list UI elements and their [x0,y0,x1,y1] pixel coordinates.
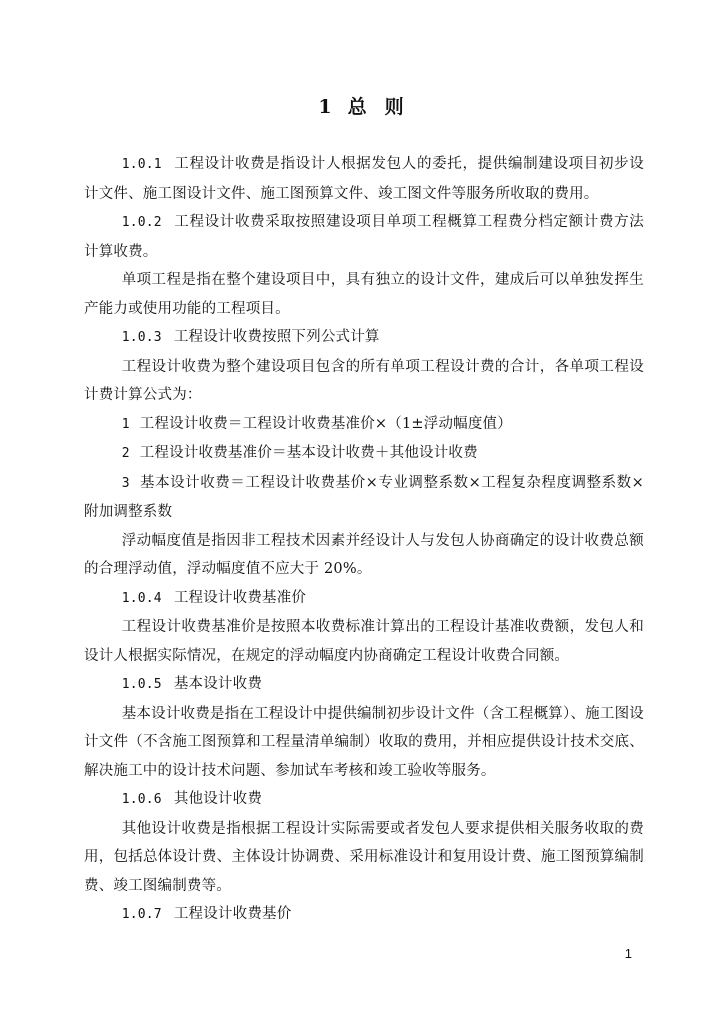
paragraph-text: 工程设计收费采取按照建设项目单项工程概算工程费分档定额计费方法计算收费。 [84,214,644,260]
formula-line [84,439,644,469]
paragraph-text: 单项工程是指在整个建设项目中，具有独立的设计文件，建成后可以单独发挥生产能力或使用功能的工程项目。 [84,272,644,317]
clause-paragraph [84,670,644,700]
paragraph-text: 工程设计收费基准价＝基本设计收费＋其他设计收费 [139,445,478,461]
paragraph-text: 其他设计收费 [173,791,263,807]
body-paragraph [84,527,644,584]
formula-line [84,410,644,440]
clause-number: 1.0.5 [121,677,162,692]
title-number: 1 [318,96,334,118]
body-paragraph [84,613,644,670]
paragraph-text: 浮动幅度值是指因非工程技术因素并经设计人与发包人协商确定的设计收费总额的合理浮动值，浮动幅度值不应大于 20%。 [84,532,644,577]
title-char-1: 总 [347,96,369,118]
clause-paragraph [84,150,644,208]
paragraph-text: 基本设计收费＝工程设计收费基价×专业调整系数×工程复杂程度调整系数×附加调整系数 [84,474,644,520]
body-paragraph [84,266,644,323]
formula-line [84,469,644,527]
clause-paragraph [84,208,644,266]
paragraph-text: 工程设计收费基价 [173,906,292,922]
formula-number: 3 [121,475,130,491]
page-title [0,92,724,119]
clause-number: 1.0.4 [121,590,162,606]
paragraph-text: 其他设计收费是指根据工程设计实际需要或者发包人要求提供相关服务收取的费用，包括总体设计费、主体设计协调费、采用标准设计和复用设计费、施工图预算编制费、竣工图编制费等。 [84,820,644,894]
clause-number: 1.0.2 [121,215,162,230]
paragraph-text: 工程设计收费基准价是按照本收费标准计算出的工程设计基准收费额，发包人和设计人根据实际情况，在规定的浮动幅度内协商确定工程设计收费合同额。 [84,619,644,664]
document-body [84,150,644,930]
clause-paragraph [84,323,644,353]
clause-paragraph [84,785,644,815]
paragraph-text: 基本设计收费 [173,676,263,692]
clause-number: 1.0.6 [121,792,162,807]
title-char-2: 则 [384,96,406,118]
paragraph-text: 工程设计收费为整个建设项目包含的所有单项工程设计费的合计，各单项工程设计费计算公式为： [84,358,644,403]
clause-paragraph [84,584,644,614]
clause-paragraph [84,900,644,930]
clause-number: 1.0.7 [121,907,162,922]
formula-number: 1 [121,416,130,432]
body-paragraph [84,815,644,901]
clause-number: 1.0.3 [121,330,162,345]
body-paragraph [84,353,644,410]
clause-number: 1.0.1 [121,157,162,172]
formula-number: 2 [121,446,130,461]
paragraph-text: 工程设计收费是指设计人根据发包人的委托，提供编制建设项目初步设计文件、施工图设计文件、施工图预算文件、竣工图文件等服务所收取的费用。 [84,156,644,202]
paragraph-text: 工程设计收费基准价 [173,589,307,606]
paragraph-text: 工程设计收费＝工程设计收费基准价×（1±浮动幅度值） [139,415,512,432]
body-paragraph [84,700,644,786]
page-number: 1 [624,946,632,961]
paragraph-text: 基本设计收费是指在工程设计中提供编制初步设计文件（含工程概算）、施工图设计文件（不含施工图预算和工程量清单编制）收取的费用，并相应提供设计技术交底、解决施工中的设计技术问题、参加试车考核和竣工验收等服务。 [84,705,644,779]
paragraph-text: 工程设计收费按照下列公式计算 [173,329,380,345]
